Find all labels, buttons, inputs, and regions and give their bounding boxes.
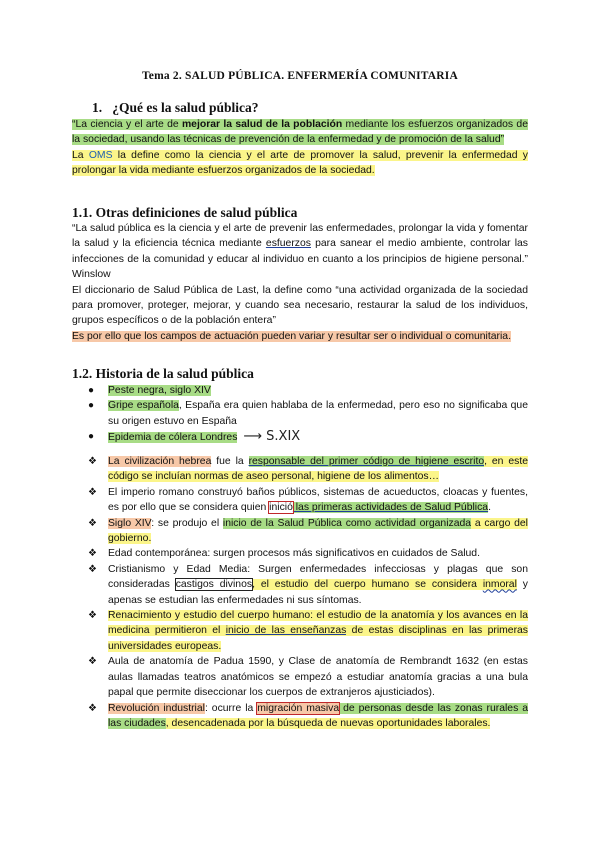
list-item (82, 398, 528, 429)
text-run: : ocurre la (204, 702, 258, 714)
highlighted-text: Renacimiento y estudio del cuerpo humano: el estudio de la anatomía y los avances en la medicina permitieron el (108, 610, 528, 637)
list-item (82, 383, 528, 398)
bullet-icon: ● (88, 431, 95, 443)
list-item (82, 562, 528, 608)
boxed-text: migración masiva (257, 702, 340, 714)
section-1-title: ¿Qué es la salud pública? (112, 100, 259, 115)
section-1-body (72, 117, 528, 179)
highlighted-text: a cargo del gobierno. (108, 517, 528, 545)
text-run: la define como la ciencia y el arte de promover la salud, prevenir la enfermedad y prolongar la vida mediante esfuerzos organizados de la sociedad. (72, 149, 528, 177)
highlighted-text: responsable del primer código de higiene escrito (248, 456, 485, 467)
list-item (82, 429, 528, 445)
text-run: Cristianismo y Edad Media: Surgen enfermedades infecciosas y plagas que son consideradas (108, 563, 528, 591)
text-run: . (488, 502, 491, 514)
highlighted-text: las primeras actividades de Salud Pública (292, 502, 489, 514)
highlighted-text: Epidemia de cólera Londres (108, 432, 238, 444)
bold-text: mejorar la salud de la población (181, 119, 343, 130)
underlined-text: esfuerzos (265, 238, 311, 250)
text-run: : se produjo el (151, 517, 223, 529)
highlighted-text: La civilización hebrea (108, 456, 212, 467)
document-title: Tema 2. SALUD PÚBLICA. ENFERMERÍA COMUNITARIA (141, 70, 458, 82)
highlighted-text: Revolución industrial (108, 702, 205, 714)
section-1-2-events (82, 454, 528, 731)
diamond-bullet-icon: ❖ (88, 610, 97, 622)
text-run: “La salud pública es la ciencia y el arte de prevenir las enfermedades, prolongar la vida y fomentar la salud y la eficiencia técnica mediante (72, 223, 528, 250)
diamond-bullet-icon: ❖ (88, 548, 97, 560)
highlighted-text: , el estudio del cuerpo humano se considera (252, 579, 483, 591)
paragraph (72, 221, 528, 283)
list-item (82, 654, 528, 700)
diamond-bullet-icon: ❖ (88, 456, 97, 467)
list-item (82, 701, 528, 732)
handwritten-note: ⟶ S.XIX (243, 429, 301, 445)
diamond-bullet-icon: ❖ (88, 563, 97, 575)
highlighted-text: Siglo XIV (108, 517, 152, 529)
underlined-text: inmoral (482, 579, 517, 591)
text-run: “La ciencia y el arte de (72, 119, 182, 130)
list-item (82, 516, 528, 547)
section-1-heading (92, 100, 259, 116)
boxed-text: castigos divinos (175, 579, 253, 591)
text-run: , España era quien hablaba de la enfermedad, pero eso no significaba que su origen estuvo en España (108, 400, 528, 427)
paragraph (72, 148, 528, 179)
highlighted-text: inicio de las enseñanzas (225, 625, 347, 637)
text-run: fue la (211, 456, 249, 467)
list-item (82, 546, 528, 561)
highlighted-text: de personas desde las zonas rurales a las ciudades (108, 702, 529, 729)
oms-text: OMS (88, 149, 113, 161)
highlighted-text: Gripe española (108, 400, 179, 412)
section-1-number: 1. (92, 100, 103, 115)
paragraph (72, 117, 528, 148)
diamond-bullet-icon: ❖ (88, 702, 97, 714)
section-1-1-heading: 1.1. Otras definiciones de salud pública (72, 205, 298, 220)
list-item (82, 454, 528, 485)
section-1-2-bullets (82, 383, 528, 446)
list-item (82, 608, 528, 654)
list-item (82, 485, 528, 516)
highlighted-text: Peste negra, siglo XIV (108, 385, 211, 396)
diamond-bullet-icon: ❖ (88, 656, 97, 668)
diamond-bullet-icon: ❖ (88, 517, 97, 529)
section-1-2-heading: 1.2. Historia de la salud pública (72, 366, 254, 381)
boxed-text: inició (269, 502, 293, 514)
section-1-1-body (72, 221, 528, 344)
highlighted-text: de estas disciplinas en las primeras universidades europeas. (108, 625, 528, 652)
text-run: Aula de anatomía de Padua 1590, y Clase de anatomía de Rembrandt 1632 (en estas aulas llamadas teatros anatómicos se empezó a estudiar anatomía gracias a una bula papal que permite diseccionar los cuerpos de extranjeros ajusticiados). (108, 656, 528, 699)
text-run: y apenas se estudian las enfermedades ni sus síntomas. (108, 579, 528, 606)
paragraph (72, 329, 528, 344)
highlighted-text: , desencadenada por la búsqueda de nuevas oportunidades laborales. (165, 717, 491, 729)
paragraph: El diccionario de Salud Pública de Last, la define como “una actividad organizada de la sociedad para promover, proteger, mejorar, y cuando sea necesario, restaurar la salud de los individuos, grupos específicos o de la población entera” (72, 284, 528, 327)
diamond-bullet-icon: ❖ (88, 486, 97, 498)
text-run: La (72, 149, 89, 161)
bullet-icon: ● (88, 400, 95, 412)
bullet-icon: ● (88, 385, 95, 396)
text-run: mediante los esfuerzos organizados de la sociedad, usando las técnicas de prevención de la enfermedad y de promoción de la salud” (72, 119, 528, 146)
highlighted-text: inicio de la Salud Pública como actividad organizada (222, 517, 472, 529)
highlighted-text: , en este código se incluían normas de aseo personal, higiene de los alimentos… (108, 456, 528, 483)
text-run: para sanear el medio ambiente, controlar las infecciones de la comunidad y educar al individuo en cuanto a los principios de higiene personal.” (72, 238, 528, 265)
highlighted-text: Es por ello que los campos de actuación pueden variar y resultar ser o individual o comunitaria. (72, 330, 511, 342)
text-run: Edad contemporánea: surgen procesos más significativos en cuidados de Salud. (108, 548, 480, 560)
text-run: Winslow (72, 269, 111, 281)
text-run: El imperio romano construyó baños públicos, sistemas de acueductos, cloacas y fuentes, es por ello que se considera quien (108, 486, 528, 514)
